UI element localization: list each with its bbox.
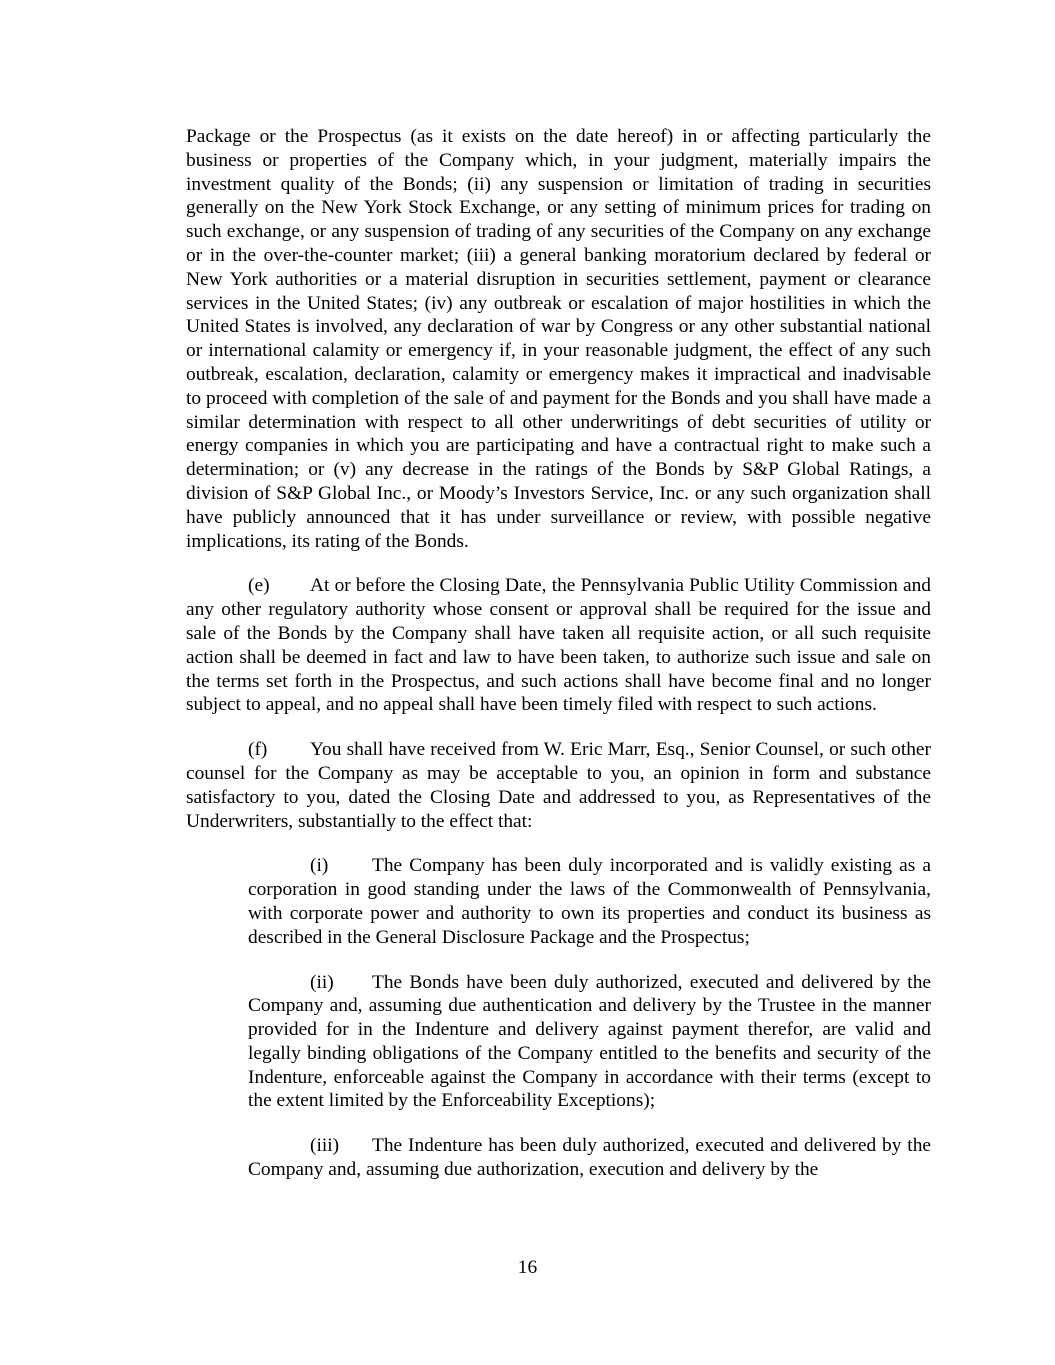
paragraph-e-text: At or before the Closing Date, the Pennsylvania Public Utility Commission and any other regulatory authority whose consent or approval shall be required for the issue and sale of the Bonds by the Company shall have taken all requisite action, or all such requisite action shall be deemed in fact and law to have been taken, to authorize such issue and sale on the terms set forth in the Prospectus, and such actions shall have become final and no longer subject to appeal, and no appeal shall have been timely filed with respect to such actions. xyxy=(186,575,931,716)
subparagraph-i xyxy=(248,854,931,949)
subparagraph-iii xyxy=(248,1134,931,1182)
paragraph-f xyxy=(186,738,931,833)
subparagraph-iii-marker: (iii) xyxy=(310,1135,340,1157)
paragraph-e xyxy=(186,574,931,717)
subparagraph-ii xyxy=(248,971,931,1114)
subparagraph-i-text: The Company has been duly incorporated and is validly existing as a corporation in good standing under the laws of the Commonwealth of Pennsylvania, with corporate power and authority to own its properties and conduct its business as described in the General Disclosure Package and the Prospectus; xyxy=(248,855,931,948)
subparagraph-i-marker: (i) xyxy=(310,855,329,877)
continuation-paragraph: Package or the Prospectus (as it exists on the date hereof) in or affecting particularly the business or properties of the Company which, in your judgment, materially impairs the investment quality of the Bonds; (ii) any suspension or limitation of trading in securities generally on the New York Stock Exchange, or any setting of minimum prices for trading on such exchange, or any suspension of trading of any securities of the Company on any exchange or in the over-the-counter market; (iii) a general banking moratorium declared by federal or New York authorities or a material disruption in securities settlement, payment or clearance services in the United States; (iv) any outbreak or escalation of major hostilities in which the United States is involved, any declaration of war by Congress or any other substantial national or international calamity or emergency if, in your reasonable judgment, the effect of any such outbreak, escalation, declaration, calamity or emergency makes it impractical and inadvisable to proceed with completion of the sale of and payment for the Bonds and you shall have made a similar determination with respect to all other underwritings of debt securities of utility or energy companies in which you are participating and have a contractual right to make such a determination; or (v) any decrease in the ratings of the Bonds by S&P Global Ratings, a division of S&P Global Inc., or Moody’s Investors Service, Inc. or any such organization shall have publicly announced that it has under surveillance or review, with possible negative implications, its rating of the Bonds. xyxy=(186,126,931,552)
paragraph-f-text: You shall have received from W. Eric Marr, Esq., Senior Counsel, or such other counsel for the Company as may be acceptable to you, an opinion in form and substance satisfactory to you, dated the Closing Date and addressed to you, as Representatives of the Underwriters, substantially to the effect that: xyxy=(186,739,931,832)
document-body xyxy=(186,125,931,1203)
subparagraph-ii-marker: (ii) xyxy=(310,971,334,993)
subparagraph-ii-text: The Bonds have been duly authorized, executed and delivered by the Company and, assuming due authentication and delivery by the Trustee in the manner provided for in the Indenture and delivery against payment therefor, are valid and legally binding obligations of the Company entitled to the benefits and security of the Indenture, enforceable against the Company in accordance with their terms (except to the extent limited by the Enforceability Exceptions); xyxy=(248,971,931,1112)
paragraph-f-marker: (f) xyxy=(248,739,268,761)
paragraph-e-marker: (e) xyxy=(248,575,270,597)
page-number: 16 xyxy=(517,1257,538,1278)
subparagraph-iii-text: The Indenture has been duly authorized, executed and delivered by the Company and, assuming due authorization, execution and delivery by the xyxy=(248,1135,931,1181)
